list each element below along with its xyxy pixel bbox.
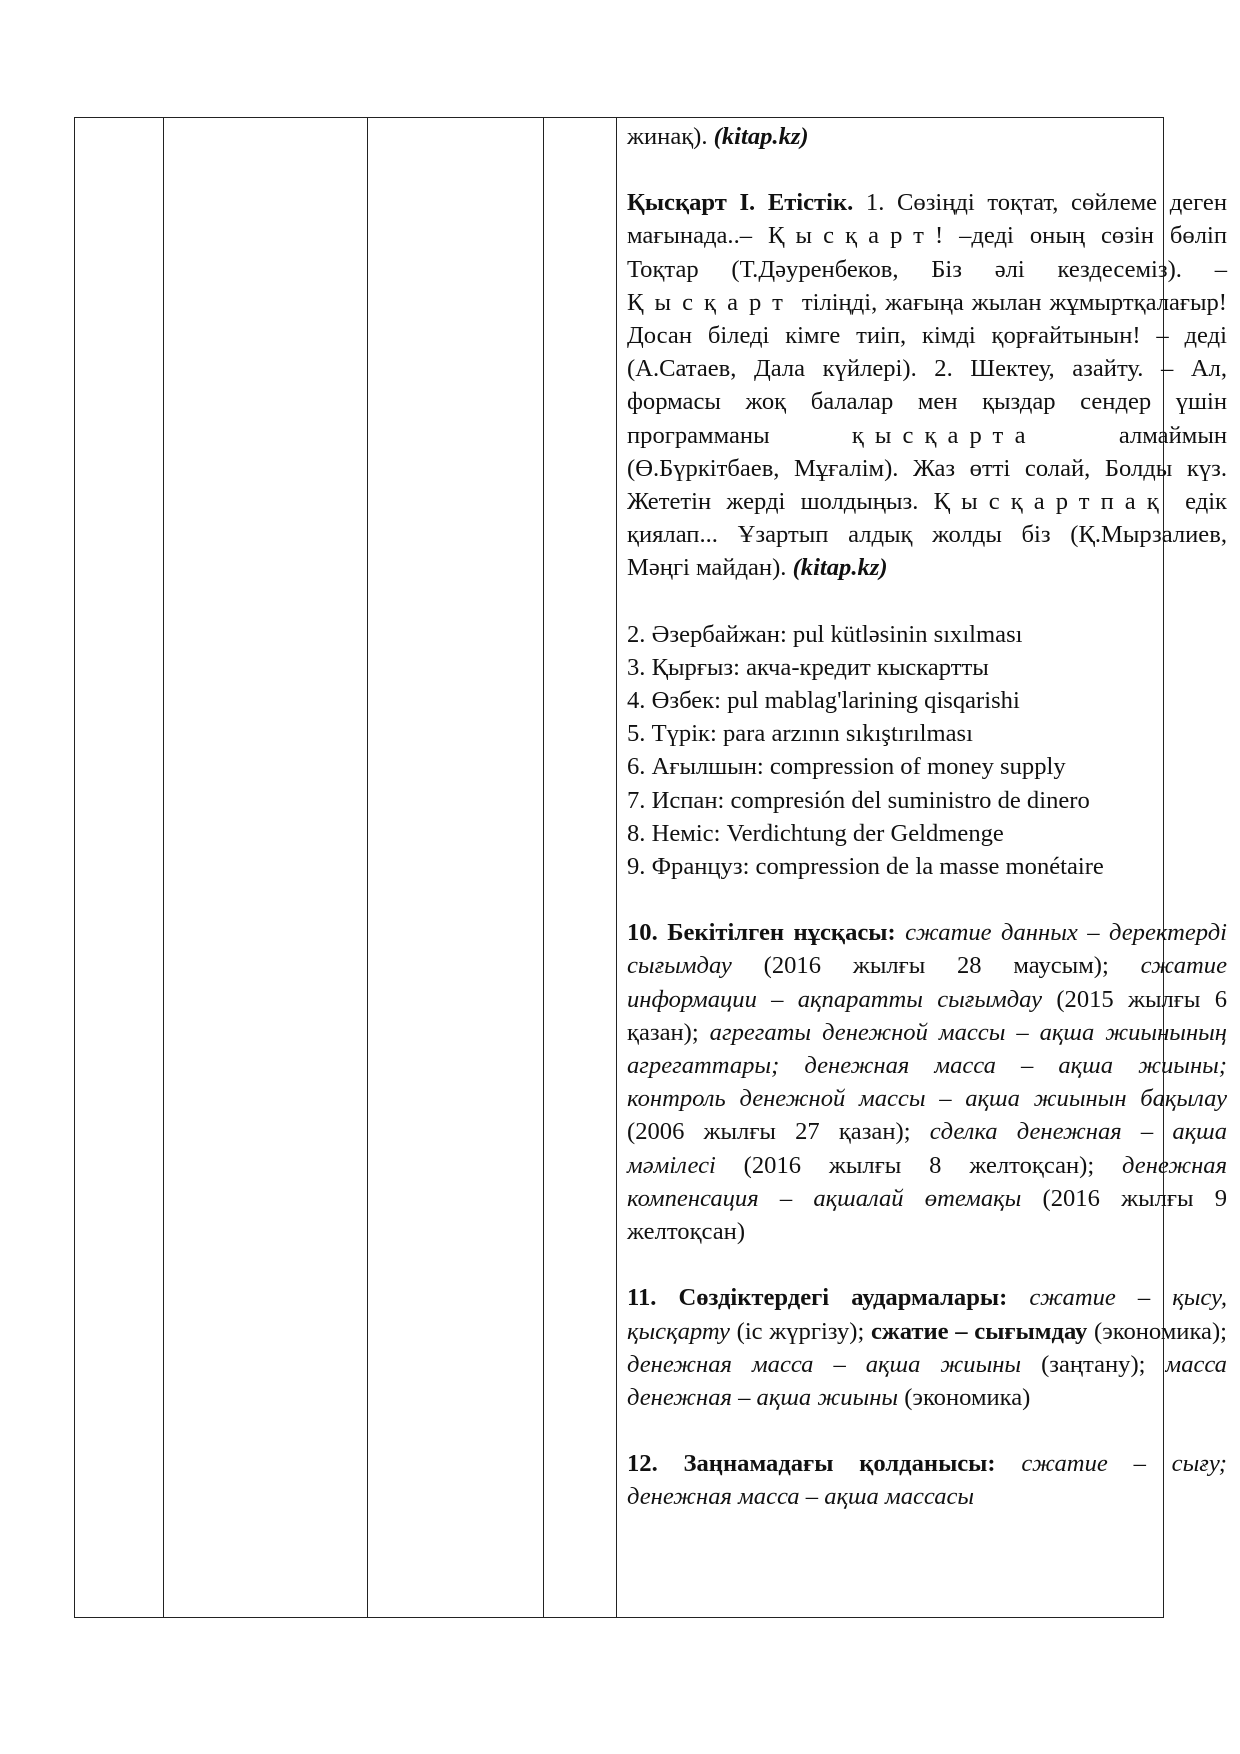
translation-item: 4. Өзбек: pul mablag'larining qisqarishi [627, 687, 1020, 715]
source-reference: (kitap.kz) [792, 554, 888, 582]
example-word: Қысқарт [627, 288, 794, 316]
term-pair: сжатие информации – ақпаратты сығымдау [627, 952, 1227, 1013]
approval-date: (2016 жылғы 28 маусым); [731, 952, 1141, 980]
translations-list [627, 618, 1227, 884]
term-pair: сжатие – сығымдау [871, 1317, 1088, 1345]
definition-text: ! –деді оның сөзін бөліп Тоқтар (Т.Дәуренбеков, Біз әлі кездесеміз). – [627, 222, 1227, 283]
term-pair: масса денежная – ақша жиыны [627, 1350, 1227, 1411]
column-divider [543, 118, 544, 1617]
approval-date: (2016 жылғы 9 желтоқсан) [627, 1184, 1227, 1246]
example-word: Қысқарт [768, 222, 935, 250]
definition-text: алмаймын (Ө.Бүркітбаев, Мұғалім). Жаз өтті солай, Болды күз. Жететін жерді шолдыңыз. [627, 421, 1228, 516]
content-cell [627, 120, 1227, 1514]
entry-heading: Қысқарт I. Етістік. [627, 189, 854, 217]
definition-text: 1. Сөзіңді тоқтат, сөйлеме деген мағынада..– [627, 189, 1227, 250]
section-heading: 10. Бекітілген нұсқасы: [627, 919, 896, 947]
approval-date: (2016 жылғы 8 желтоқсан); [715, 1151, 1123, 1179]
section-heading: 11. Сөздіктердегі аудармалары: [627, 1284, 1008, 1312]
dictionary-translations-paragraph [627, 1281, 1227, 1414]
approved-versions-paragraph [627, 916, 1227, 1248]
domain-label: (экономика) [898, 1383, 1031, 1411]
translation-item: 2. Әзербайжан: pul kütləsinin sıxılması [627, 620, 1023, 648]
column-divider [367, 118, 368, 1617]
translation-item: 7. Испан: compresión del suministro de dinero [627, 786, 1090, 814]
term-pair: сжатие – сығу; денежная масса – ақша массасы [627, 1450, 1227, 1511]
definition-paragraph [627, 186, 1227, 584]
column-divider [163, 118, 164, 1617]
legislation-usage-paragraph [627, 1447, 1227, 1513]
term-pair: агрегаты денежной массы – ақша жиынының агрегаттары; денежная масса – ақша жиыны; контроль денежной массы – ақша жиынын бақылау [627, 1018, 1227, 1113]
translation-item: 5. Түрік: para arzının sıkıştırılması [627, 720, 973, 748]
source-reference: (kitap.kz) [713, 123, 809, 150]
term-pair: денежная компенсация – ақшалай өтемақы [627, 1151, 1227, 1212]
term-pair: сделка денежная – ақша мәмілесі [627, 1118, 1227, 1179]
domain-label: (іс жүргізу); [729, 1317, 871, 1345]
example-word: Қысқартпақ [933, 488, 1170, 516]
continuation-text: жинақ). [627, 123, 714, 150]
translation-item: 9. Француз: compression de la masse monétaire [627, 853, 1104, 881]
approval-date: (2006 жылғы 27 қазан); [627, 1118, 930, 1146]
term-pair: сжатие данных – деректерді сығымдау [627, 919, 1227, 980]
translation-item: 6. Ағылшын: compression of money supply [627, 753, 1066, 781]
translation-item: 8. Неміс: Verdichtung der Geldmenge [627, 819, 1004, 847]
section-heading: 12. Заңнамадағы қолданысы: [627, 1450, 996, 1478]
example-word: қысқарта [851, 421, 1037, 449]
definition-text: тіліңді, жағыңа жылан жұмыртқалағыр! Досан біледі кімге тиіп, кімді қорғайтынын! – деді (А.Сатаев, Дала күйлері). 2. Шектеу, азайту. – Ал, формасы жоқ балалар мен қыздар сендер үшін программаны [627, 288, 1227, 449]
definition-text: едік қиялап... Ұзартып алдық жолды біз (Қ.Мырзалиев, Мәңгі майдан). [627, 488, 1227, 582]
term-pair: сжатие – қысу, қысқарту [627, 1284, 1227, 1345]
domain-label: (экономика); [1087, 1317, 1227, 1345]
term-pair: денежная масса – ақша жиыны [627, 1350, 1022, 1378]
approval-date: (2015 жылғы 6 қазан); [627, 985, 1227, 1046]
translation-item: 3. Қырғыз: акча-кредит кыскартты [627, 653, 989, 681]
table [74, 117, 1228, 1618]
paragraph-continuation [627, 120, 1227, 153]
column-divider [616, 118, 617, 1617]
domain-label: (заңтану); [1021, 1350, 1166, 1378]
